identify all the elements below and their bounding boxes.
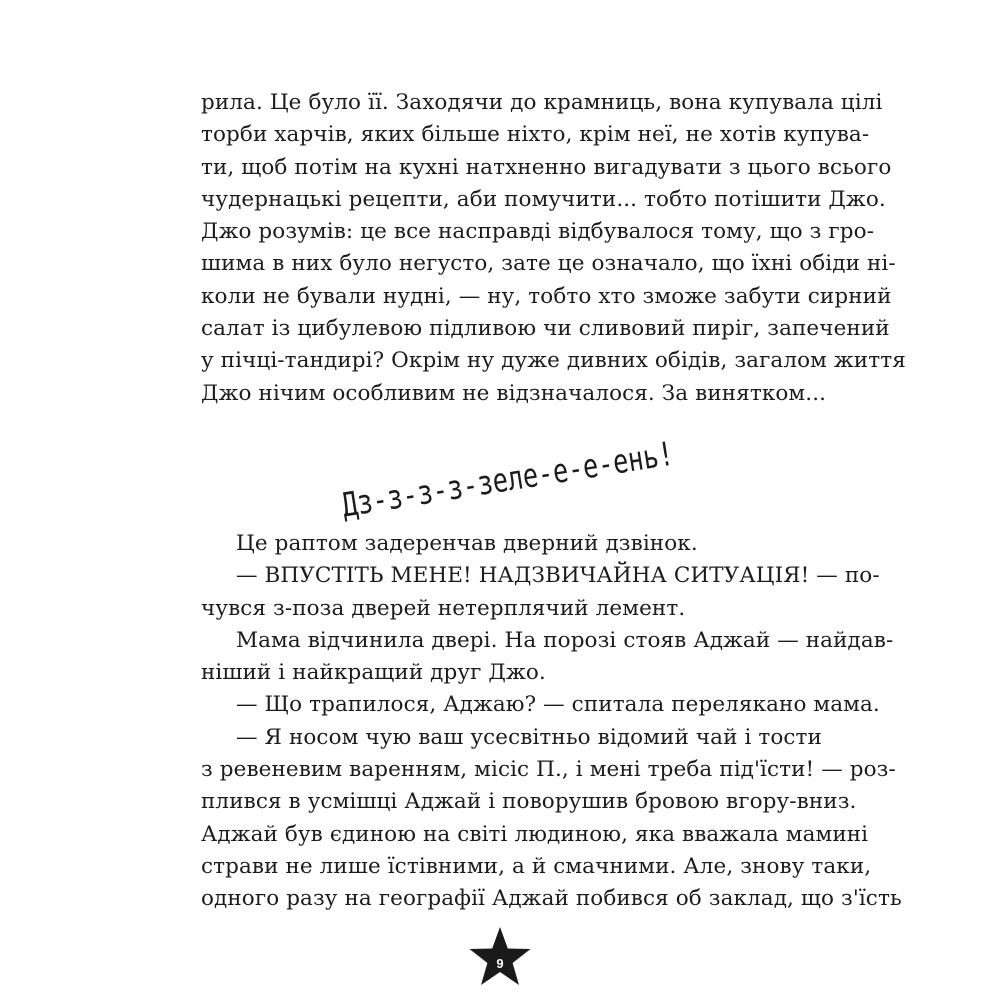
text-block-top [201, 87, 906, 410]
text-line: торби харчів, яких більше ніхто, крім неї, не хотів купува- [201, 122, 870, 148]
text-line: ти, щоб потім на кухні натхненно вигадувати з цього всього [201, 154, 892, 180]
text-line: з ревеневим варенням, місіс П., і мені треба під'їсти! — роз- [201, 757, 896, 783]
text-line: одного разу на географії Аджай побився об заклад, що з'їсть [201, 886, 902, 912]
text-line: Це раптом задеренчав дверний дзвінок. [236, 531, 698, 556]
page-number-star [467, 925, 533, 989]
text-line: Аджай був єдиною на світі людиною, яка вважала мамині [201, 821, 869, 847]
text-block-bottom [201, 528, 902, 916]
text-line: ніший і найкращий друг Джо. [201, 660, 546, 686]
text-line: чувся з-поза дверей нетерплячий лемент. [201, 595, 686, 621]
text-line: Джо нічим особливим не відзначалося. За винятком... [201, 380, 827, 406]
text-line: — ВПУСТІТЬ МЕНЕ! НАДЗВИЧАЙНА СИТУАЦІЯ! — по- [236, 563, 880, 589]
text-line: Джо розумів: це все насправді відбувалося тому, що з гро- [201, 219, 875, 245]
page-number: 9 [496, 956, 504, 971]
text-line: страви не лише їстівними, а й смачними. Але, знову таки, [201, 853, 872, 879]
text-line: — Що трапилося, Аджаю? — спитала перелякано мама. [236, 692, 880, 718]
doorbell-sound-lettering [330, 417, 777, 525]
text-line: салат із цибулевою підливою чи сливовий пиріг, запечений [201, 316, 890, 342]
text-line: шима в них було негусто, зате це означало, що їхні обіди ні- [201, 251, 896, 277]
text-line: плився в усмішці Аджай і поворушив бровою вгору-вниз. [201, 789, 857, 815]
doorbell-text: Дз-з-з-з-зеле-е-е-ень! [339, 417, 777, 525]
text-line: чудернацькі рецепти, аби помучити... тобто потішити Джо. [201, 186, 886, 212]
text-line: у пічці-тандирі? Окрім ну дуже дивних обідів, загалом життя [201, 348, 906, 374]
text-line: коли не бували нудні, — ну, тобто хто зможе забути сирний [201, 283, 892, 309]
text-line: Мама відчинила двері. На порозі стояв Аджай — найдав- [236, 627, 894, 653]
text-line: — Я носом чую ваш усесвітньо відомий чай і тости [236, 724, 822, 750]
text-line: рила. Це було її. Заходячи до крамниць, вона купувала цілі [201, 90, 883, 115]
